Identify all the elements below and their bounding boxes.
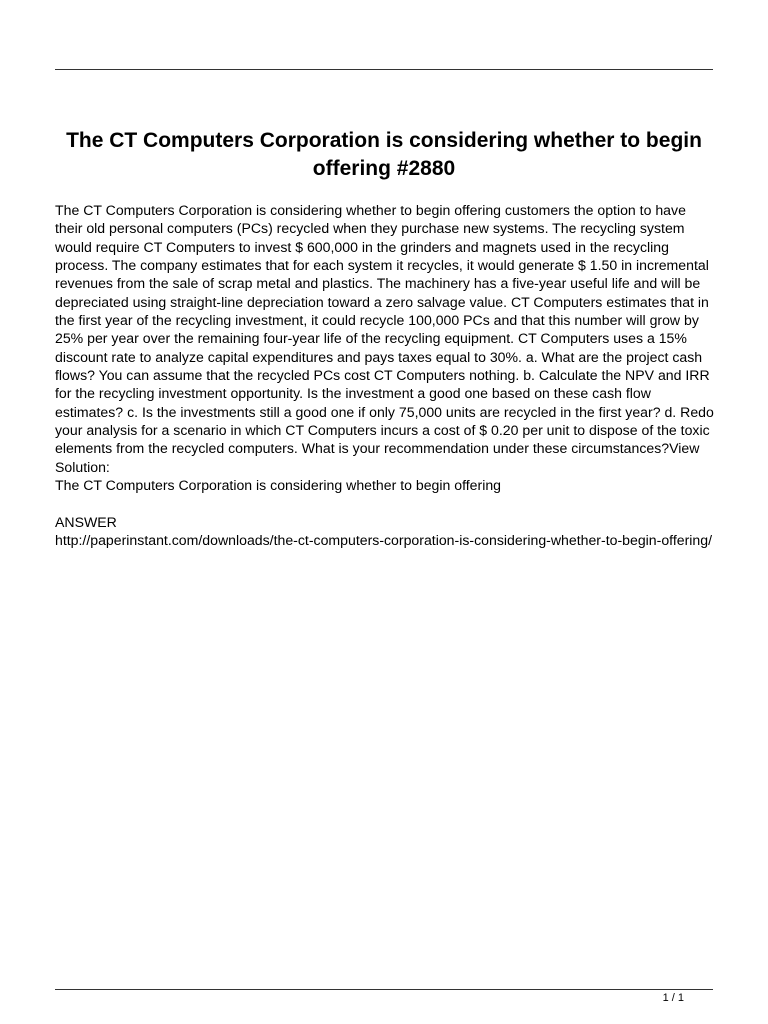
subtitle-line: The CT Computers Corporation is considering whether to begin offering xyxy=(55,477,502,494)
page-title: The CT Computers Corporation is considering whether to begin offering #2880 xyxy=(66,129,702,180)
bottom-divider xyxy=(55,989,713,990)
answer-link[interactable]: http://paperinstant.com/downloads/the-ct-computers-corporation-is-considering-whether-to-begin-offering/ xyxy=(55,531,712,548)
question-paragraph: The CT Computers Corporation is considering whether to begin offering customers the option to have their old personal computers (PCs) recycled when they purchase new systems. The recycling system would require CT Computers to invest $ 600,000 in the grinders and magnets used in the recycling process. The company estimates that for each system it recycles, it would generate $ 1.50 in incremental revenues from the sale of scrap metal and plastics. The machinery has a five-year useful life and will be depreciated using straight-line depreciation toward a zero salvage value. CT Computers estimates that in the first year of the recycling investment, it could recycle 100,000 PCs and that this number will grow by 25% per year over the remaining four-year life of the recycling equipment. CT Computers uses a 15% discount rate to analyze capital expenditures and pays taxes equal to 30%. a. What are the project cash flows? You can assume that the recycled PCs cost CT Computers nothing. b. Calculate the NPV and IRR for the recycling investment opportunity. Is the investment a good one based on these cash flow estimates? c. Is the investments still a good one if only 75,000 units are recycled in the first year? d. Redo your analysis for a scenario in which CT Computers incurs a cost of $ 0.20 per unit to dispose of the toxic elements from the recycled computers. What is your recommendation under these circumstances?View Solution: xyxy=(55,202,714,475)
page-number: 1 / 1 xyxy=(662,992,684,1004)
top-divider xyxy=(55,69,713,70)
answer-label: ANSWER xyxy=(55,513,117,530)
document-body xyxy=(55,201,715,549)
